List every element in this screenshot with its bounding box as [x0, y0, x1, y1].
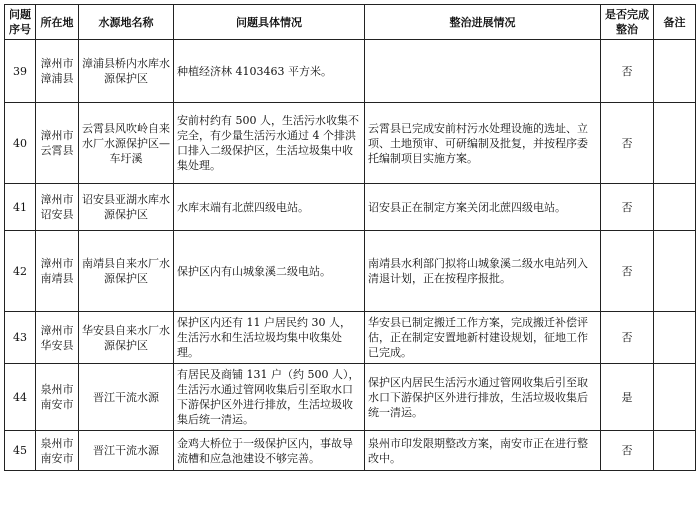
header-source: 水源地名称	[79, 5, 174, 40]
table-row	[5, 364, 696, 431]
cell-progress: 南靖县水利部门拟将山城象溪二级水电站列入清退计划，正在按程序报批。	[365, 231, 601, 312]
cell-progress: 云霄县已完成安前村污水处理设施的选址、立项、土地预审、可研编制及批复，并按程序委托编制项目实施方案。	[365, 103, 601, 184]
cell-note	[654, 40, 696, 103]
cell-note	[654, 364, 696, 431]
header-progress: 整治进展情况	[365, 5, 601, 40]
table-row	[5, 40, 696, 103]
cell-location: 漳州市云霄县	[36, 103, 79, 184]
cell-done: 否	[601, 312, 654, 364]
cell-source: 南靖县自来水厂水源保护区	[79, 231, 174, 312]
header-no: 问题序号	[5, 5, 36, 40]
cell-problem: 保护区内还有 11 户居民约 30 人，生活污水和生活垃圾均集中收集处理。	[174, 312, 365, 364]
cell-location: 漳州市漳浦县	[36, 40, 79, 103]
cell-no: 40	[5, 103, 36, 184]
header-note: 备注	[654, 5, 696, 40]
table-row	[5, 184, 696, 231]
cell-no: 45	[5, 431, 36, 471]
header-row	[5, 5, 696, 40]
cell-source: 云霄县风吹岭自来水厂水源保护区—车圩溪	[79, 103, 174, 184]
cell-no: 43	[5, 312, 36, 364]
cell-note	[654, 103, 696, 184]
cell-location: 漳州市诏安县	[36, 184, 79, 231]
cell-source: 漳浦县桥内水库水源保护区	[79, 40, 174, 103]
table-row	[5, 231, 696, 312]
header-problem: 问题具体情况	[174, 5, 365, 40]
cell-progress: 诏安县正在制定方案关闭北蔗四级电站。	[365, 184, 601, 231]
cell-problem: 安前村约有 500 人，生活污水收集不完全，有少量生活污水通过 4 个排洪口排入二级保护区，生活垃圾集中收集处理。	[174, 103, 365, 184]
cell-source: 华安县自来水厂水源保护区	[79, 312, 174, 364]
cell-no: 41	[5, 184, 36, 231]
cell-problem: 种植经济林 4103463 平方米。	[174, 40, 365, 103]
cell-progress	[365, 40, 601, 103]
cell-problem: 水库末端有北蔗四级电站。	[174, 184, 365, 231]
cell-note	[654, 431, 696, 471]
cell-source: 诏安县亚湖水库水源保护区	[79, 184, 174, 231]
cell-location: 泉州市南安市	[36, 364, 79, 431]
cell-progress: 泉州市印发限期整改方案，南安市正在进行整改中。	[365, 431, 601, 471]
cell-location: 漳州市华安县	[36, 312, 79, 364]
cell-location: 漳州市南靖县	[36, 231, 79, 312]
table-row	[5, 431, 696, 471]
cell-note	[654, 312, 696, 364]
cell-note	[654, 231, 696, 312]
cell-no: 44	[5, 364, 36, 431]
cell-no: 42	[5, 231, 36, 312]
rectification-table	[4, 4, 696, 471]
cell-problem: 保护区内有山城象溪二级电站。	[174, 231, 365, 312]
cell-done: 是	[601, 364, 654, 431]
cell-source: 晋江干流水源	[79, 431, 174, 471]
header-location: 所在地	[36, 5, 79, 40]
cell-note	[654, 184, 696, 231]
cell-done: 否	[601, 184, 654, 231]
table-row	[5, 103, 696, 184]
cell-location: 泉州市南安市	[36, 431, 79, 471]
header-done: 是否完成整治	[601, 5, 654, 40]
cell-done: 否	[601, 40, 654, 103]
cell-source: 晋江干流水源	[79, 364, 174, 431]
cell-done: 否	[601, 103, 654, 184]
cell-progress: 华安县已制定搬迁工作方案，完成搬迁补偿评估，正在制定安置地新村建设规划，征地工作已完成。	[365, 312, 601, 364]
cell-problem: 金鸡大桥位于一级保护区内，事故导流槽和应急池建设不够完善。	[174, 431, 365, 471]
cell-done: 否	[601, 431, 654, 471]
cell-done: 否	[601, 231, 654, 312]
table-row	[5, 312, 696, 364]
cell-progress: 保护区内居民生活污水通过管网收集后引至取水口下游保护区外进行排放，生活垃圾收集后统一清运。	[365, 364, 601, 431]
cell-no: 39	[5, 40, 36, 103]
cell-problem: 有居民及商铺 131 户（约 500 人），生活污水通过管网收集后引至取水口下游保护区外进行排放，生活垃圾收集后统一清运。	[174, 364, 365, 431]
